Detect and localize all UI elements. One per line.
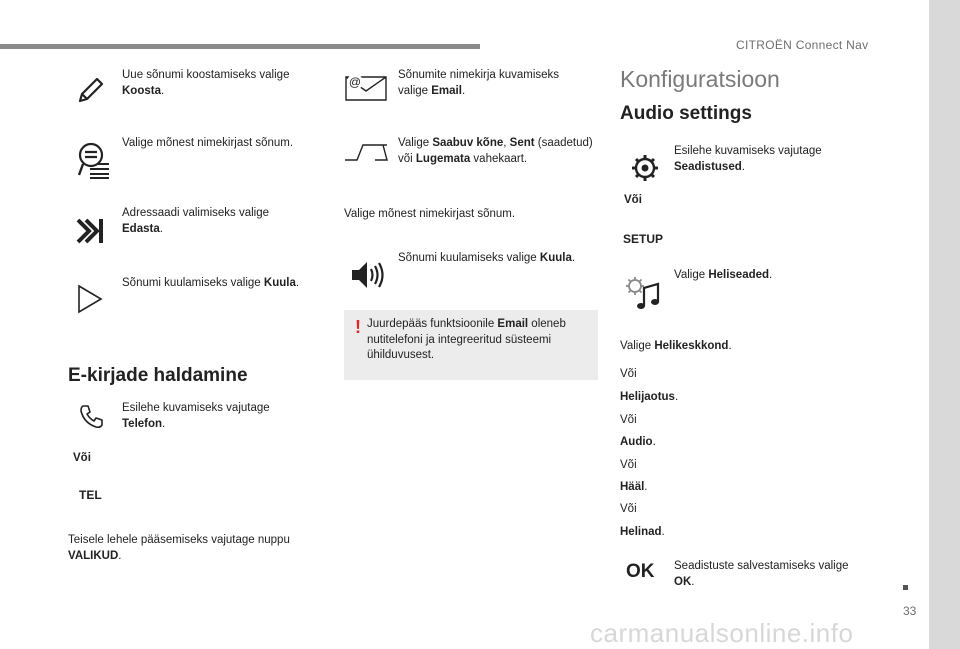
- compose-text: Uue sõnumi koostamiseks valige Koosta.: [122, 69, 290, 97]
- sound-settings-icon: [624, 276, 662, 310]
- sound-environment-text: Valige Helikeskkond.: [620, 340, 732, 352]
- svg-text:@: @: [348, 75, 362, 89]
- audio-settings-heading: Audio settings: [620, 103, 752, 124]
- play-icon: [77, 284, 103, 314]
- email-icon: [344, 72, 388, 102]
- select-message-text-2: Valige mõnest nimekirjast sõnum.: [344, 208, 516, 220]
- speaker-icon: [350, 259, 384, 291]
- option-helijaotus: Helijaotus.: [620, 391, 679, 403]
- pencil-icon: [76, 75, 106, 105]
- option-haal: Hääl.: [620, 481, 648, 493]
- or-label: Või: [73, 452, 91, 464]
- end-marker: [903, 585, 908, 590]
- or-label-2: Või: [624, 194, 642, 206]
- home-settings-text: Esilehe kuvamiseks vajutage Seadistused.: [674, 145, 822, 173]
- listen-text: Sõnumi kuulamiseks valige Kuula.: [122, 277, 300, 289]
- setup-button-label: SETUP: [623, 232, 664, 246]
- phone-icon: [78, 403, 104, 429]
- note-text: Juurdepääs funktsioonile Email oleneb nutitelefoni ja integreeritud süsteemi ühilduvusest.: [367, 318, 566, 361]
- recipients-text: Adressaadi valimiseks valige Edasta.: [122, 207, 270, 235]
- message-list-icon: [76, 141, 110, 179]
- settings-gear-icon: [630, 153, 660, 183]
- save-settings-text: Seadistuste salvestamiseks valige OK.: [674, 560, 849, 588]
- watermark: carmanualsonline.info: [590, 618, 854, 648]
- tab-icon: [343, 143, 389, 163]
- select-message-text: Valige mõnest nimekirjast sõnum.: [122, 137, 294, 149]
- section-title: Konfiguratsioon: [620, 66, 780, 92]
- page-side-strip: [929, 0, 960, 649]
- email-section-heading: E-kirjade haldamine: [68, 365, 248, 386]
- next-page-text: Teisele lehele pääsemiseks vajutage nuppu VALIKUD.: [68, 534, 290, 562]
- or-label-3: Või: [620, 368, 637, 380]
- tel-button-label: TEL: [79, 488, 102, 502]
- email-list-text: Sõnumite nimekirja kuvamiseks valige Email.: [398, 69, 560, 97]
- tabs-text: Valige Saabuv kõne, Sent (saadetud) või Lugemata vahekaart.: [398, 137, 593, 165]
- or-label-4: Või: [620, 414, 637, 426]
- sound-settings-text: Valige Heliseaded.: [674, 269, 773, 281]
- warning-exclamation-icon: !: [355, 317, 361, 337]
- or-label-6: Või: [620, 503, 637, 515]
- forward-icon: [75, 216, 105, 246]
- ok-icon: OK: [626, 561, 655, 582]
- listen-text-2: Sõnumi kuulamiseks valige Kuula.: [398, 252, 576, 264]
- page-number: 33: [903, 604, 917, 618]
- or-label-5: Või: [620, 459, 637, 471]
- option-audio: Audio.: [620, 436, 656, 448]
- top-rule: [0, 44, 480, 49]
- home-phone-text: Esilehe kuvamiseks vajutage Telefon.: [122, 402, 270, 430]
- brand-header: CITROËN Connect Nav: [736, 38, 869, 52]
- option-helinad: Helinad.: [620, 526, 665, 538]
